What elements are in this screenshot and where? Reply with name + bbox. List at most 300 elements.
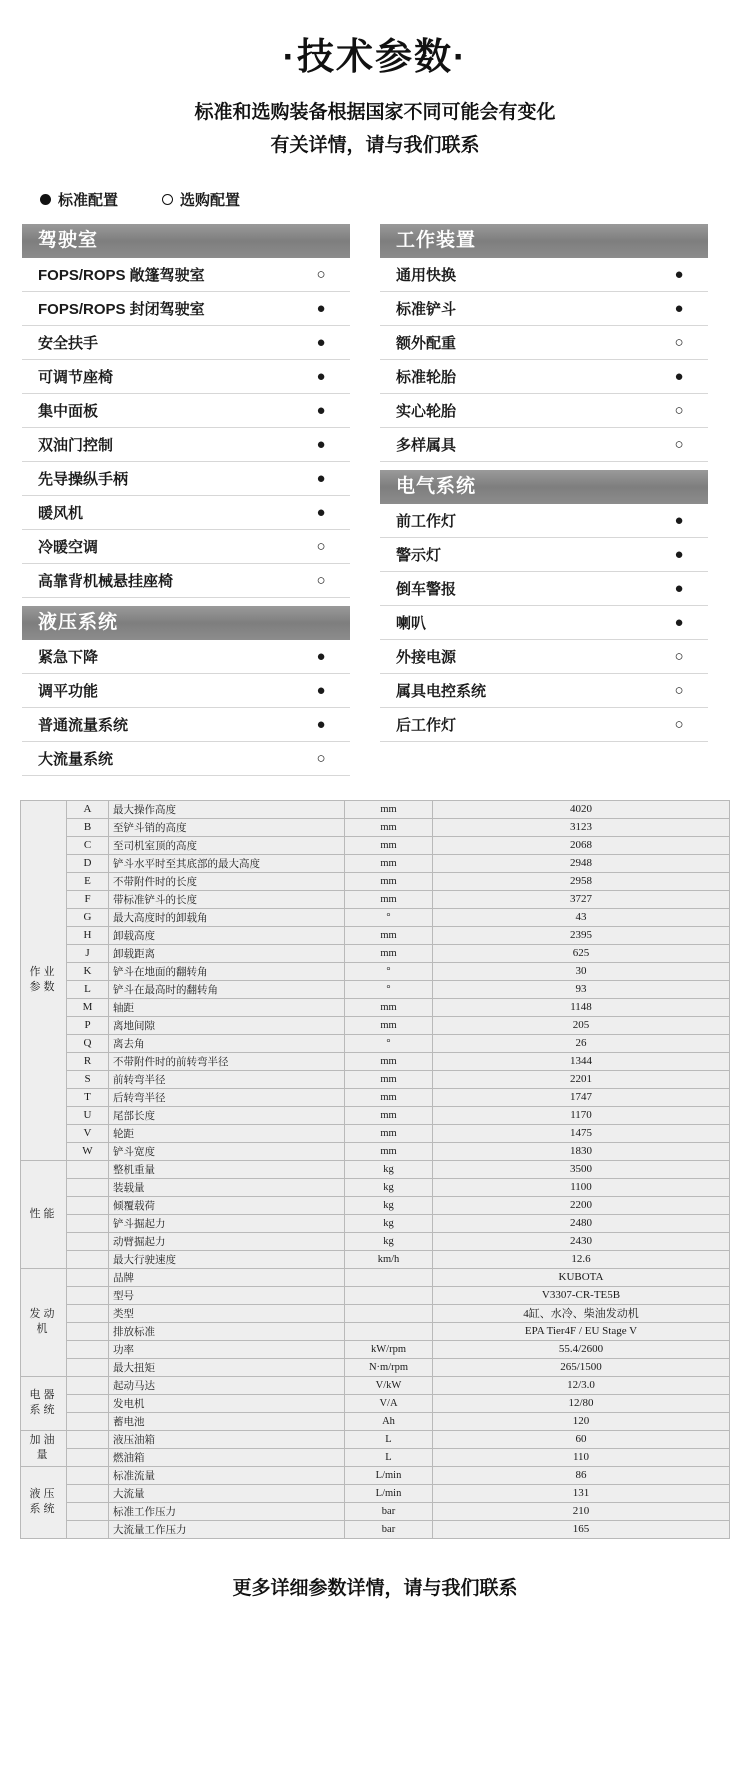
table-cell-value: 131 (433, 1484, 730, 1502)
table-row (21, 1034, 730, 1052)
table-cell-code: Q (67, 1034, 109, 1052)
table-row (21, 1196, 730, 1214)
legend-optional (162, 189, 240, 210)
spec-row (380, 572, 708, 606)
table-cell-code: S (67, 1070, 109, 1088)
spec-row (22, 708, 350, 742)
table-cell-value: 1100 (433, 1178, 730, 1196)
table-cell-code (67, 1214, 109, 1232)
table-cell-code: L (67, 980, 109, 998)
table-row (21, 872, 730, 890)
table-cell-value: 3123 (433, 818, 730, 836)
spec-row-label: 后工作灯 (396, 716, 457, 734)
optional-mark-icon: ○ (674, 333, 684, 351)
standard-mark-icon: ● (316, 715, 326, 733)
table-cell-unit: ° (345, 908, 433, 926)
spec-row-label: 多样属具 (396, 436, 457, 454)
subtitle-line-2: 有关详情，请与我们联系 (270, 135, 480, 157)
table-cell-unit (345, 1304, 433, 1322)
table-row (21, 1376, 730, 1394)
table-cell-unit: L/min (345, 1484, 433, 1502)
standard-mark-icon: ● (316, 299, 326, 317)
table-cell-name: 不带附件时的长度 (109, 872, 345, 890)
table-row (21, 890, 730, 908)
table-cell-value: 2068 (433, 836, 730, 854)
table-cell-value: 1475 (433, 1124, 730, 1142)
spec-row-label: 额外配重 (396, 334, 457, 352)
table-cell-name: 最大操作高度 (109, 800, 345, 818)
table-cell-code (67, 1178, 109, 1196)
table-cell-value: 625 (433, 944, 730, 962)
spec-row-label: 紧急下降 (38, 648, 99, 666)
table-cell-name: 型号 (109, 1286, 345, 1304)
table-row (21, 1358, 730, 1376)
spec-row-label: 高靠背机械悬挂座椅 (38, 572, 174, 590)
table-cell-code (67, 1196, 109, 1214)
section-header-工作装置: 工作装置 (380, 224, 708, 258)
table-cell-code: J (67, 944, 109, 962)
spec-row (22, 674, 350, 708)
page-footer: 更多详细参数详情，请与我们联系 (232, 1577, 518, 1599)
table-cell-code (67, 1466, 109, 1484)
table-cell-code (67, 1160, 109, 1178)
table-row (21, 1070, 730, 1088)
table-group-label: 电器系统 (21, 1376, 67, 1430)
section-header-驾驶室: 驾驶室 (22, 224, 350, 258)
table-cell-unit: mm (345, 1142, 433, 1160)
table-cell-name: 整机重量 (109, 1160, 345, 1178)
table-cell-code: R (67, 1052, 109, 1070)
table-cell-unit: L (345, 1430, 433, 1448)
standard-mark-icon: ● (674, 265, 684, 283)
table-cell-value: 1344 (433, 1052, 730, 1070)
table-cell-name: 最大扭矩 (109, 1358, 345, 1376)
table-row (21, 836, 730, 854)
table-row (21, 1466, 730, 1484)
spec-row (380, 606, 708, 640)
table-cell-code (67, 1394, 109, 1412)
spec-row-label: 可调节座椅 (38, 368, 114, 386)
table-group-label: 加油量 (21, 1430, 67, 1466)
table-row (21, 1304, 730, 1322)
table-cell-value: 265/1500 (433, 1358, 730, 1376)
table-cell-unit: bar (345, 1502, 433, 1520)
optional-mark-icon: ○ (674, 715, 684, 733)
table-cell-unit: L (345, 1448, 433, 1466)
spec-row-label: 实心轮胎 (396, 402, 457, 420)
table-cell-name: 铲斗水平时至其底部的最大高度 (109, 854, 345, 872)
table-cell-name: 标准流量 (109, 1466, 345, 1484)
table-cell-value: 60 (433, 1430, 730, 1448)
table-cell-name: 至铲斗销的高度 (109, 818, 345, 836)
spec-row (22, 428, 350, 462)
table-cell-unit: mm (345, 944, 433, 962)
table-cell-name: 前转弯半径 (109, 1070, 345, 1088)
standard-mark-icon: ● (674, 545, 684, 563)
table-row (21, 962, 730, 980)
table-cell-unit: ° (345, 962, 433, 980)
table-row (21, 1502, 730, 1520)
table-cell-name: 大流量 (109, 1484, 345, 1502)
table-cell-code: P (67, 1016, 109, 1034)
spec-row (380, 292, 708, 326)
table-cell-unit: mm (345, 1106, 433, 1124)
table-row (21, 1142, 730, 1160)
table-cell-code: E (67, 872, 109, 890)
table-cell-name: 排放标准 (109, 1322, 345, 1340)
table-cell-name: 大流量工作压力 (109, 1520, 345, 1538)
legend-standard-label: 标准配置 (58, 191, 119, 209)
table-cell-name: 起动马达 (109, 1376, 345, 1394)
table-row (21, 1484, 730, 1502)
spec-columns (0, 218, 750, 776)
table-cell-value: 93 (433, 980, 730, 998)
standard-mark-icon: ● (316, 647, 326, 665)
table-cell-value: KUBOTA (433, 1268, 730, 1286)
table-cell-code (67, 1502, 109, 1520)
table-cell-code: F (67, 890, 109, 908)
standard-mark-icon: ● (316, 435, 326, 453)
table-cell-unit: mm (345, 818, 433, 836)
table-cell-name: 倾覆载荷 (109, 1196, 345, 1214)
spec-row (22, 292, 350, 326)
standard-mark-icon: ● (674, 511, 684, 529)
table-cell-name: 品牌 (109, 1268, 345, 1286)
table-cell-code: B (67, 818, 109, 836)
table-cell-value: 205 (433, 1016, 730, 1034)
table-cell-value: 1747 (433, 1088, 730, 1106)
spec-row-label: 属具电控系统 (396, 682, 487, 700)
table-cell-code (67, 1412, 109, 1430)
table-row (21, 1430, 730, 1448)
subtitle-line-1: 标准和选购装备根据国家不同可能会有变化 (194, 102, 556, 123)
spec-row-label: 大流量系统 (38, 750, 114, 768)
table-cell-unit: mm (345, 1016, 433, 1034)
table-cell-unit: ° (345, 1034, 433, 1052)
optional-mark-icon: ○ (674, 401, 684, 419)
table-group-label: 性能 (21, 1160, 67, 1268)
table-cell-code: H (67, 926, 109, 944)
table-row (21, 1016, 730, 1034)
table-cell-value: 55.4/2600 (433, 1340, 730, 1358)
table-cell-unit: mm (345, 1052, 433, 1070)
table-row (21, 800, 730, 818)
table-cell-name: 动臂掘起力 (109, 1232, 345, 1250)
table-cell-unit: kg (345, 1232, 433, 1250)
table-cell-unit (345, 1268, 433, 1286)
table-cell-value: 12/80 (433, 1394, 730, 1412)
table-cell-name: 最大行驶速度 (109, 1250, 345, 1268)
table-cell-value: 30 (433, 962, 730, 980)
standard-mark-icon: ● (674, 579, 684, 597)
table-cell-value: 120 (433, 1412, 730, 1430)
table-cell-name: 尾部长度 (109, 1106, 345, 1124)
table-cell-name: 装载量 (109, 1178, 345, 1196)
table-cell-value: EPA Tier4F / EU Stage V (433, 1322, 730, 1340)
spec-row-label: 集中面板 (38, 402, 99, 420)
table-cell-code: W (67, 1142, 109, 1160)
table-row (21, 1124, 730, 1142)
table-cell-code (67, 1376, 109, 1394)
table-cell-code: V (67, 1124, 109, 1142)
table-cell-value: 1148 (433, 998, 730, 1016)
spec-row (380, 640, 708, 674)
table-row (21, 1340, 730, 1358)
spec-row-label: 冷暖空调 (38, 538, 99, 556)
table-cell-name: 轴距 (109, 998, 345, 1016)
spec-row-label: 警示灯 (396, 546, 442, 564)
table-cell-name: 标准工作压力 (109, 1502, 345, 1520)
table-cell-unit: mm (345, 800, 433, 818)
optional-mark-icon: ○ (316, 571, 326, 589)
table-row (21, 1106, 730, 1124)
optional-mark-icon: ○ (316, 265, 326, 283)
table-row (21, 1322, 730, 1340)
table-cell-code (67, 1268, 109, 1286)
spec-table (20, 800, 730, 1539)
standard-mark-icon: ● (316, 681, 326, 699)
table-cell-value: 2200 (433, 1196, 730, 1214)
table-cell-value: 210 (433, 1502, 730, 1520)
table-cell-value: 4缸、水冷、柴油发动机 (433, 1304, 730, 1322)
table-cell-unit: L/min (345, 1466, 433, 1484)
table-cell-unit: kg (345, 1160, 433, 1178)
table-cell-name: 铲斗在最高时的翻转角 (109, 980, 345, 998)
table-cell-unit: mm (345, 1070, 433, 1088)
legend (0, 163, 750, 218)
table-cell-unit: mm (345, 836, 433, 854)
table-cell-unit: V/kW (345, 1376, 433, 1394)
table-cell-code (67, 1448, 109, 1466)
page-subtitle (0, 96, 750, 163)
table-cell-value: 4020 (433, 800, 730, 818)
spec-row-label: 先导操纵手柄 (38, 470, 129, 488)
table-cell-code (67, 1484, 109, 1502)
table-row (21, 1394, 730, 1412)
spec-table-wrap (0, 776, 750, 1539)
table-cell-code: A (67, 800, 109, 818)
table-cell-code (67, 1304, 109, 1322)
table-cell-code: M (67, 998, 109, 1016)
table-cell-name: 类型 (109, 1304, 345, 1322)
table-cell-name: 铲斗宽度 (109, 1142, 345, 1160)
table-cell-unit: mm (345, 998, 433, 1016)
table-cell-code: G (67, 908, 109, 926)
table-cell-unit: km/h (345, 1250, 433, 1268)
spec-row (380, 428, 708, 462)
optional-mark-icon: ○ (674, 435, 684, 453)
table-cell-name: 燃油箱 (109, 1448, 345, 1466)
standard-mark-icon: ● (316, 503, 326, 521)
table-cell-name: 至司机室顶的高度 (109, 836, 345, 854)
table-cell-name: 卸载高度 (109, 926, 345, 944)
table-cell-unit: mm (345, 1088, 433, 1106)
section-header-电气系统: 电气系统 (380, 470, 708, 504)
page-title: ·技术参数· (282, 36, 468, 77)
spec-row-label: FOPS/ROPS 封闭驾驶室 (38, 300, 205, 318)
table-cell-code (67, 1286, 109, 1304)
section-header-液压系统: 液压系统 (22, 606, 350, 640)
table-cell-code: C (67, 836, 109, 854)
table-cell-unit (345, 1286, 433, 1304)
spec-row (22, 258, 350, 292)
table-cell-value: 2958 (433, 872, 730, 890)
filled-dot-icon (40, 194, 51, 205)
left-spec-column (22, 224, 350, 776)
table-cell-value: 2948 (433, 854, 730, 872)
spec-row-label: 双油门控制 (38, 436, 114, 454)
spec-row-label: 喇叭 (396, 614, 427, 632)
spec-row (380, 326, 708, 360)
table-group-label: 作业参数 (21, 800, 67, 1160)
table-group-label: 发动机 (21, 1268, 67, 1376)
standard-mark-icon: ● (316, 367, 326, 385)
table-cell-code: D (67, 854, 109, 872)
table-cell-value: V3307-CR-TE5B (433, 1286, 730, 1304)
table-cell-code (67, 1520, 109, 1538)
table-row (21, 1448, 730, 1466)
spec-row-label: 倒车警报 (396, 580, 457, 598)
table-cell-code: T (67, 1088, 109, 1106)
table-cell-name: 卸载距离 (109, 944, 345, 962)
table-cell-name: 轮距 (109, 1124, 345, 1142)
optional-mark-icon: ○ (316, 537, 326, 555)
table-cell-name: 不带附件时的前转弯半径 (109, 1052, 345, 1070)
table-cell-value: 165 (433, 1520, 730, 1538)
table-cell-code: K (67, 962, 109, 980)
table-cell-unit: kg (345, 1178, 433, 1196)
table-cell-unit: mm (345, 1124, 433, 1142)
spec-row-label: 普通流量系统 (38, 716, 129, 734)
table-cell-value: 2480 (433, 1214, 730, 1232)
table-row (21, 908, 730, 926)
table-cell-name: 液压油箱 (109, 1430, 345, 1448)
table-cell-code (67, 1430, 109, 1448)
table-cell-unit: ° (345, 980, 433, 998)
table-row (21, 944, 730, 962)
table-cell-name: 发电机 (109, 1394, 345, 1412)
spec-row (22, 326, 350, 360)
spec-row-label: 外接电源 (396, 648, 457, 666)
table-row (21, 1250, 730, 1268)
table-cell-name: 蓄电池 (109, 1412, 345, 1430)
table-cell-name: 铲斗掘起力 (109, 1214, 345, 1232)
table-cell-unit: kW/rpm (345, 1340, 433, 1358)
right-spec-column (380, 224, 708, 776)
table-cell-value: 3500 (433, 1160, 730, 1178)
standard-mark-icon: ● (674, 299, 684, 317)
spec-row-label: 安全扶手 (38, 334, 99, 352)
table-cell-unit: kg (345, 1214, 433, 1232)
table-cell-name: 铲斗在地面的翻转角 (109, 962, 345, 980)
table-group-label: 液压系统 (21, 1466, 67, 1538)
table-row (21, 854, 730, 872)
optional-mark-icon: ○ (316, 749, 326, 767)
spec-row-label: 暖风机 (38, 504, 84, 522)
spec-row-label: 通用快换 (396, 266, 457, 284)
spec-row (380, 538, 708, 572)
table-cell-value: 1830 (433, 1142, 730, 1160)
table-cell-value: 26 (433, 1034, 730, 1052)
table-cell-value: 2395 (433, 926, 730, 944)
spec-row (22, 360, 350, 394)
table-cell-unit (345, 1322, 433, 1340)
table-row (21, 1286, 730, 1304)
table-cell-unit: kg (345, 1196, 433, 1214)
spec-row (380, 258, 708, 292)
legend-standard (40, 189, 118, 210)
table-cell-value: 1170 (433, 1106, 730, 1124)
optional-mark-icon: ○ (674, 681, 684, 699)
table-row (21, 1214, 730, 1232)
standard-mark-icon: ● (316, 469, 326, 487)
table-cell-name: 功率 (109, 1340, 345, 1358)
table-cell-unit: bar (345, 1520, 433, 1538)
table-cell-code (67, 1358, 109, 1376)
table-cell-code (67, 1322, 109, 1340)
table-cell-code (67, 1250, 109, 1268)
open-dot-icon (162, 194, 173, 205)
spec-row (22, 530, 350, 564)
table-cell-code (67, 1340, 109, 1358)
table-cell-unit: Ah (345, 1412, 433, 1430)
spec-row (22, 394, 350, 428)
spec-row-label: 标准轮胎 (396, 368, 457, 386)
spec-row-label: 调平功能 (38, 682, 99, 700)
standard-mark-icon: ● (316, 333, 326, 351)
table-cell-value: 86 (433, 1466, 730, 1484)
spec-row-label: 标准铲斗 (396, 300, 457, 318)
table-cell-unit: V/A (345, 1394, 433, 1412)
table-row (21, 818, 730, 836)
standard-mark-icon: ● (674, 367, 684, 385)
spec-row (22, 640, 350, 674)
spec-row (380, 504, 708, 538)
spec-row (380, 674, 708, 708)
table-row (21, 998, 730, 1016)
standard-mark-icon: ● (674, 613, 684, 631)
table-row (21, 980, 730, 998)
table-row (21, 1052, 730, 1070)
table-cell-unit: mm (345, 890, 433, 908)
table-cell-value: 43 (433, 908, 730, 926)
spec-row (22, 564, 350, 598)
table-cell-value: 2201 (433, 1070, 730, 1088)
table-cell-unit: N·m/rpm (345, 1358, 433, 1376)
spec-row (22, 742, 350, 776)
table-row (21, 1178, 730, 1196)
optional-mark-icon: ○ (674, 647, 684, 665)
table-row (21, 926, 730, 944)
table-row (21, 1520, 730, 1538)
spec-row-label: 前工作灯 (396, 512, 457, 530)
table-cell-name: 带标准铲斗的长度 (109, 890, 345, 908)
standard-mark-icon: ● (316, 401, 326, 419)
legend-optional-label: 选购配置 (180, 191, 241, 209)
table-row (21, 1268, 730, 1286)
spec-row (380, 360, 708, 394)
table-cell-value: 2430 (433, 1232, 730, 1250)
table-cell-unit: mm (345, 872, 433, 890)
spec-row (380, 708, 708, 742)
table-cell-name: 后转弯半径 (109, 1088, 345, 1106)
table-row (21, 1412, 730, 1430)
spec-row (380, 394, 708, 428)
table-row (21, 1232, 730, 1250)
table-cell-value: 110 (433, 1448, 730, 1466)
table-cell-unit: mm (345, 926, 433, 944)
table-cell-code: U (67, 1106, 109, 1124)
